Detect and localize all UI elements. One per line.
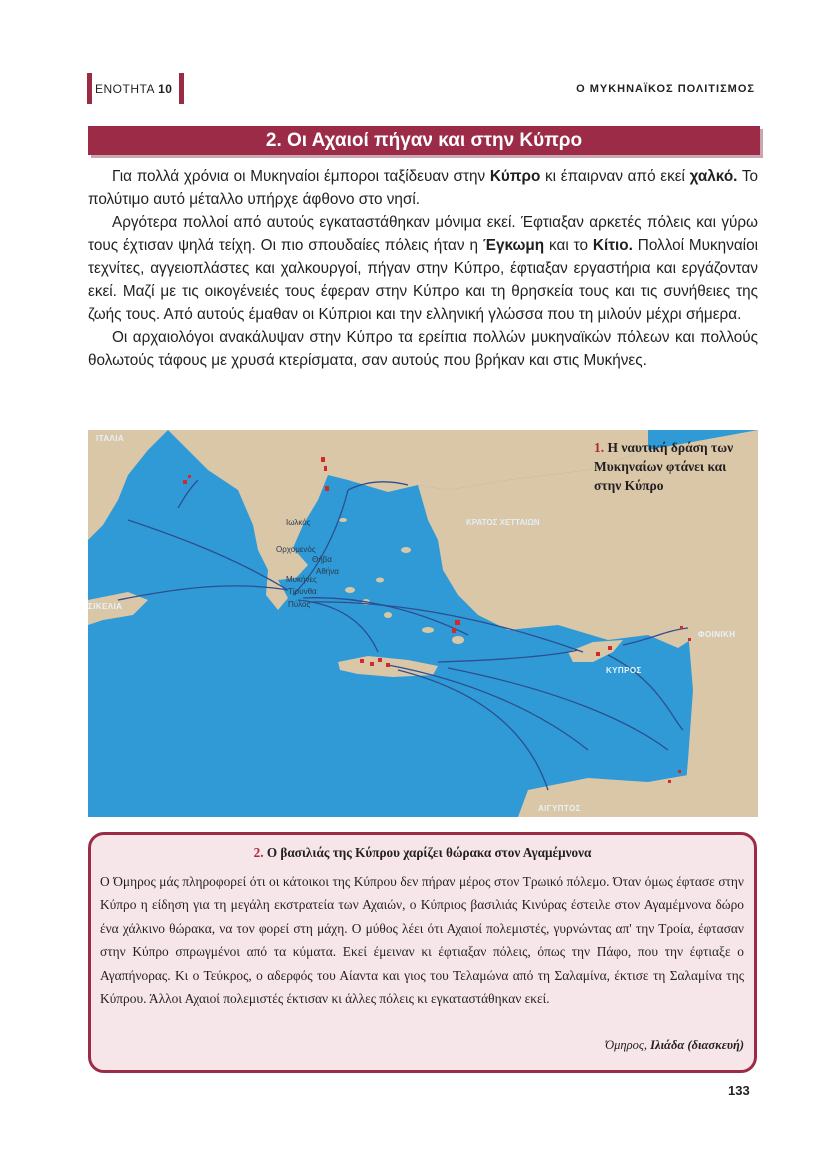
map-label-iolkos: Ιωλκός [286,518,311,527]
body-run: Πολλοί Μυκηναίοι τεχνίτες, αγγειοπλάστες και χαλκουργοί, πήγαν στην Κύπρο, έφτιαξαν εργαστήρια και εργάζονταν εκεί. Μαζί με τις οικογένειές τους έφεραν στην Κύπρο και τη θρησκεία τους και τις συνήθειες της ζωής τους. Από αυτούς έμαθαν οι Κύπριοι και την ελληνική γλώσσα που τη μιλούν μέχρι σήμερα. [88,237,758,323]
map-caption-text: Η ναυτική δράση των Μυκηναίων φτάνει και στην Κύπρο [594,440,734,493]
body-run: Οι αρχαιολόγοι ανακάλυψαν στην Κύπρο τα ερείπια πολλών μυκηναϊκών πόλεων και πολλούς θολωτούς τάφους με χρυσά κτερίσματα, σαν αυτούς που βρήκαν και στις Μυκήνες. [88,329,758,369]
body-bold-term: Κίτιο. [592,237,633,254]
source-citation [605,1038,744,1053]
source-box-title-number: 2. [253,845,264,860]
levant-land [683,625,758,817]
body-paragraph [88,326,758,372]
map-caption [594,438,754,495]
body-run: Το πολύτιμο αυτό μέταλλο υπήρχε άφθονο στο νησί. [88,168,758,208]
body-bold-term: χαλκό. [689,168,738,185]
header-left-bar [87,73,92,104]
section-label-text: ΕΝΟΤΗΤΑ [95,82,155,96]
body-run: Για πολλά χρόνια οι Μυκηναίοι έμποροι ταξίδευαν στην [112,168,490,185]
lesson-title: 2. Οι Αχαιοί πήγαν και στην Κύπρο [88,126,760,155]
map-caption-number: 1. [594,440,605,455]
map-label-orchomenos: Ορχομενός [276,545,316,554]
body-text [88,165,758,372]
section-label [95,82,172,96]
body-run: Αργότερα πολλοί από αυτούς εγκαταστάθηκαν μόνιμα εκεί. Έφτιαξαν αρκετές πόλεις και γύρω τους έχτισαν ψηλά τείχη. Οι πιο σπουδαίες πόλεις ήταν η [88,214,758,254]
source-work: Ιλιάδα (διασκευή) [650,1038,744,1052]
map-label-mycenae: Μυκήνες [286,575,317,584]
map-label-aigyptos: ΑΙΓΥΠΤΟΣ [538,804,581,813]
section-number: 10 [158,82,173,96]
body-paragraph [88,165,758,211]
source-box [88,832,757,1073]
map-label-foiniki: ΦΟΙΝΙΚΗ [698,630,736,639]
chapter-title: Ο ΜΥΚΗΝΑΪΚΟΣ ΠΟΛΙΤΙΣΜΟΣ [576,83,755,95]
source-box-title [91,845,754,861]
map-label-sikelia: ΣΙΚΕΛΙΑ [88,602,123,611]
body-bold-term: Έγκωμη [482,237,545,254]
body-run: και το [544,237,593,254]
source-box-title-text: Ο βασιλιάς της Κύπρου χαρίζει θώρακα στον Αγαμέμνονα [266,845,592,860]
body-paragraph [88,211,758,326]
map-label-thebes: Θήβα [312,555,332,564]
map-label-italia: ΙΤΑΛΙΑ [96,434,125,443]
body-bold-term: Κύπρο [489,168,541,185]
source-author: Όμηρος, [605,1038,648,1052]
map-label-kypros: ΚΥΠΡΟΣ [606,666,642,675]
map-label-pylos: Πύλος [288,600,311,609]
body-run: κι έπαιρναν από εκεί [540,168,690,185]
page-header [87,73,755,105]
header-right-bar [179,73,184,104]
page-number: 133 [728,1083,750,1098]
map-label-hittites: ΚΡΑΤΟΣ ΧΕΤΤΑΙΩΝ [466,518,540,527]
map-label-tiryns: Τίρυνθα [288,587,317,596]
source-box-text: Ο Όμηρος μάς πληροφορεί ότι οι κάτοικοι της Κύπρου δεν πήραν μέρος στον Τρωικό πόλεμο. Όταν όμως έφτασε στην Κύπρο η είδηση για τη μεγάλη εκστρατεία των Αχαιών, ο Κύπριος βασιλιάς Κινύρας έστειλε στον Αγαμέμνονα δώρο ένα χάλκινο θώρακα, να τον φορεί στη μάχη. Ο μύθος λέει ότι Αχαιοί πολεμιστές, γυρνώντας απ' την Τροία, έφτασαν στην Κύπρο σπρωγμένοι από τα κύματα. Εκεί έμειναν κι έφτιαξαν πόλεις, όπως την Πάφο, που την έφτιαξε ο Αγαπήνορας. Κι ο Τεύκρος, ο αδερφός του Αίαντα και γιος του Τελαμώνα από τη Σαλαμίνα, έκτισε τη Σαλαμίνα της Κύπρου. Άλλοι Αχαιοί πολεμιστές έκτισαν κι άλλες πόλεις κι εγκαταστάθηκαν εκεί. [100,874,744,1007]
map-label-athens: Αθήνα [316,567,339,576]
